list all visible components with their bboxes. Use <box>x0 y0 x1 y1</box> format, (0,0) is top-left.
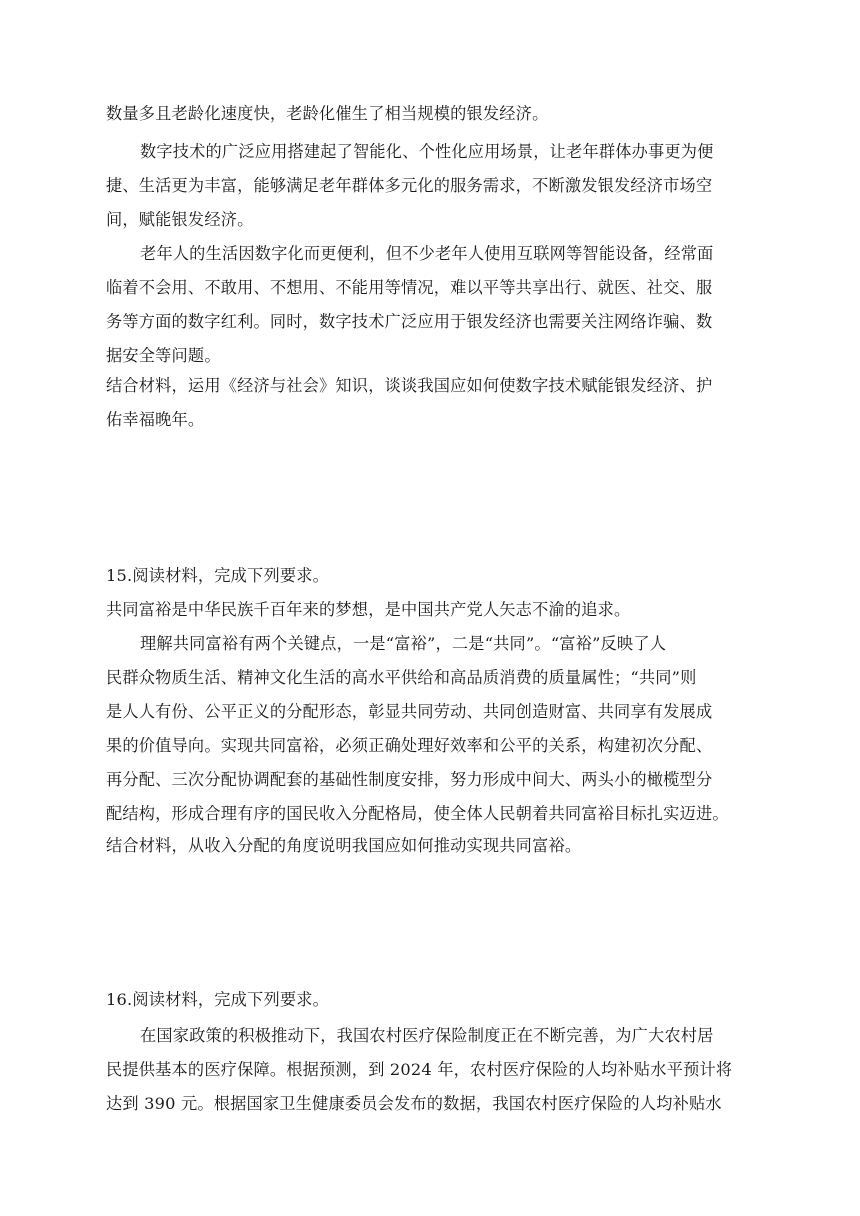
question-15-heading: 15.阅读材料，完成下列要求。 <box>106 566 329 585</box>
question-15-line-6: 再分配、三次分配协调配套的基础性制度安排，努力形成中间大、两头小的橄榄型分 <box>106 770 713 789</box>
material-14-line-7: 务等方面的数字红利。同时，数字技术广泛应用于银发经济也需要关注网络诈骗、数 <box>106 312 713 331</box>
question-16-line-1: 在国家政策的积极推动下，我国农村医疗保险制度正在不断完善，为广大农村居 <box>140 1026 714 1045</box>
question-15-line-1: 共同富裕是中华民族千百年来的梦想，是中国共产党人矢志不渝的追求。 <box>106 600 631 619</box>
question-15-line-4: 是人人有份、公平正义的分配形态，彰显共同劳动、共同创造财富、共同享有发展成 <box>106 702 713 721</box>
material-14-line-1: 数量多且老龄化速度快，老龄化催生了相当规模的银发经济。 <box>106 104 549 123</box>
material-14-line-3: 捷、生活更为丰富，能够满足老年群体多元化的服务需求，不断激发银发经济市场空 <box>106 176 713 195</box>
question-14-prompt-line-1: 结合材料，运用《经济与社会》知识，谈谈我国应如何使数字技术赋能银发经济、护 <box>106 376 713 395</box>
material-14-line-4: 间，赋能银发经济。 <box>106 210 254 229</box>
question-14-prompt-line-2: 佑幸福晚年。 <box>106 410 205 429</box>
question-16-line-3: 达到 390 元。根据国家卫生健康委员会发布的数据，我国农村医疗保险的人均补贴水 <box>106 1094 722 1113</box>
material-14-line-8: 据安全等问题。 <box>106 346 221 365</box>
material-14-line-2: 数字技术的广泛应用搭建起了智能化、个性化应用场景，让老年群体办事更为便 <box>140 142 714 161</box>
material-14-line-5: 老年人的生活因数字化而更便利，但不少老年人使用互联网等智能设备，经常面 <box>140 244 714 263</box>
question-15-line-3: 民群众物质生活、精神文化生活的高水平供给和高品质消费的质量属性；“共同”则 <box>106 668 697 687</box>
question-15-line-5: 果的价值导向。实现共同富裕，必须正确处理好效率和公平的关系，构建初次分配、 <box>106 736 713 755</box>
material-14-line-6: 临着不会用、不敢用、不想用、不能用等情况，难以平等共享出行、就医、社交、服 <box>106 278 713 297</box>
question-15-line-2: 理解共同富裕有两个关键点，一是“富裕”，二是“共同”。“富裕”反映了人 <box>140 634 667 653</box>
question-16-heading: 16.阅读材料，完成下列要求。 <box>106 990 329 1009</box>
question-15-prompt: 结合材料，从收入分配的角度说明我国应如何推动实现共同富裕。 <box>106 836 582 855</box>
question-16-line-2: 民提供基本的医疗保障。根据预测，到 2024 年，农村医疗保险的人均补贴水平预计将 <box>106 1060 733 1079</box>
question-15-line-7: 配结构，形成合理有序的国民收入分配格局，使全体人民朝着共同富裕目标扎实迈进。 <box>106 804 729 823</box>
